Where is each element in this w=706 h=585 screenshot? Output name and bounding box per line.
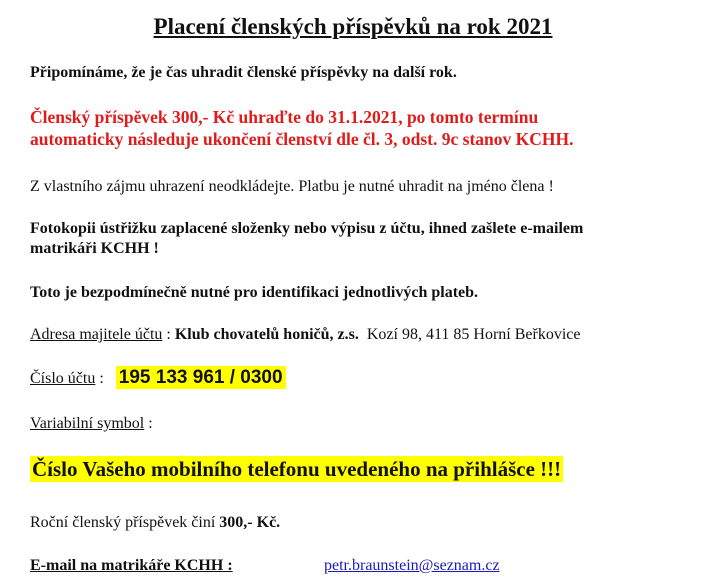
red-notice-line-2: automaticky následuje ukončení členství dle čl. 3, odst. 9c stanov KCHH.: [30, 129, 574, 149]
club-street: Kozí 98, 411 85 Horní Beřkovice: [366, 326, 581, 343]
identification-text: Toto je bezpodmínečně nutné pro identifikaci jednotlivých plateb.: [30, 284, 479, 301]
red-notice: [30, 106, 690, 150]
email-row: [30, 556, 690, 576]
variable-symbol-label: Variabilní symbol: [30, 415, 145, 432]
account-separator: :: [95, 370, 108, 387]
annual-fee-row: [30, 513, 690, 533]
account-number: 195 133 961 / 0300: [116, 366, 286, 389]
own-interest-text: Z vlastního zájmu uhrazení neodkládejte. Platbu je nutné uhradit na jméno člena !: [30, 178, 554, 195]
phone-notice-row: [30, 454, 690, 484]
copy-notice: [30, 219, 690, 259]
email-label: E-mail na matrikáře KCHH :: [30, 557, 233, 574]
club-name: Klub chovatelů honičů, z.s.: [174, 326, 359, 343]
account-row: [30, 368, 690, 389]
address-row: [30, 325, 690, 345]
annual-fee-text: Roční členský příspěvek činí: [30, 514, 220, 531]
address-label: Adresa majitele účtu: [30, 326, 163, 343]
email-link[interactable]: petr.braunstein@seznam.cz: [324, 557, 500, 574]
copy-notice-line-1: Fotokopii ústřižku zaplacené složenky nebo výpisu z účtu, ihned zašlete e-mailem: [30, 220, 584, 237]
variable-symbol-row: [30, 414, 690, 434]
page-title: Placení členských příspěvků na rok 2021: [153, 14, 553, 39]
address-separator: :: [162, 326, 175, 343]
red-notice-line-1: Členský příspěvek 300,- Kč uhraďte do 31.1.2021, po tomto termínu: [30, 107, 539, 127]
variable-symbol-separator: :: [144, 415, 153, 432]
reminder-text: Připomínáme, že je čas uhradit členské příspěvky na další rok.: [30, 64, 457, 81]
account-label: Číslo účtu: [30, 370, 96, 387]
phone-notice: Číslo Vašeho mobilního telefonu uvedeného na přihlášce !!!: [32, 457, 562, 481]
annual-fee-amount: 300,- Kč.: [219, 514, 281, 531]
copy-notice-line-2: matrikáři KCHH !: [30, 240, 159, 257]
